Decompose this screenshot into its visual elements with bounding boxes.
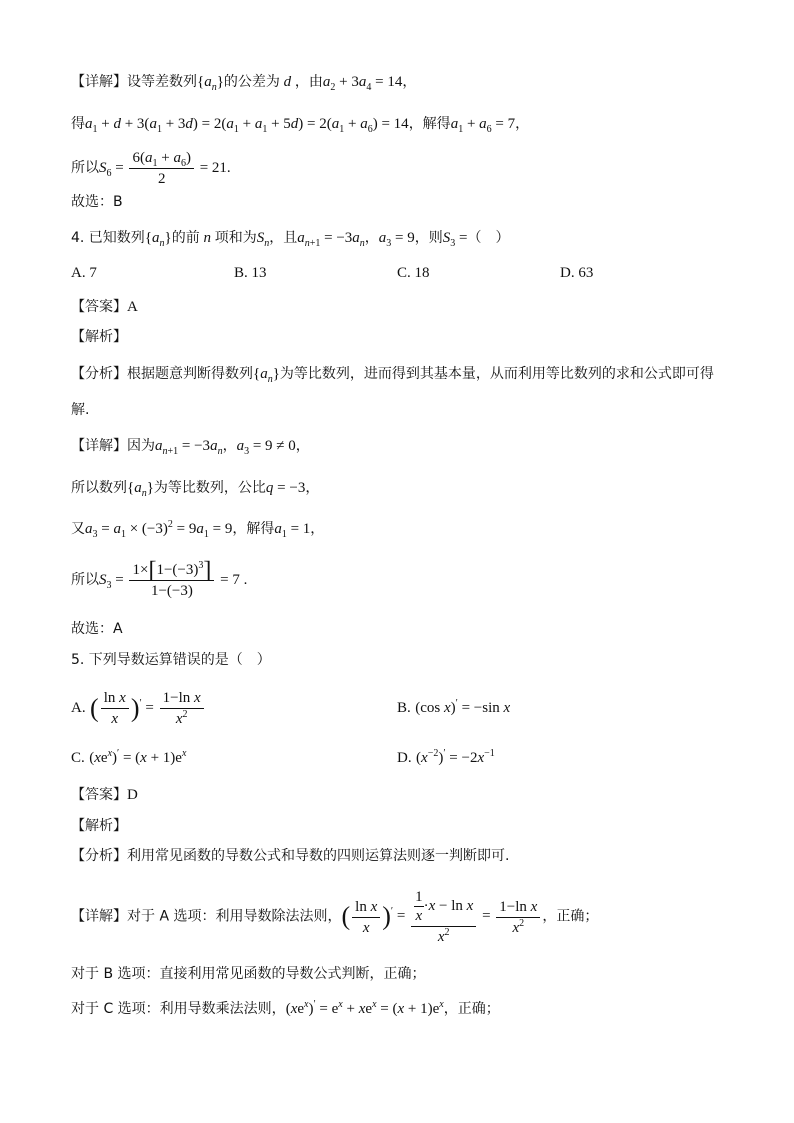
q3-choose: 故选：B: [71, 194, 123, 210]
math-seq-an: $\{a_n\}$: [197, 74, 224, 93]
q3-detail-line-2: 得$a_1 + d + 3(a_1 + 3d) = 2(a_1 + a_1 + 5d) = 2(a_1 + a_6) = 14$，解得$a_1 + a_6 = 7$，: [71, 116, 530, 135]
q4-option-a: A. 7: [71, 265, 97, 281]
q4-analysis-line-2: 解.: [71, 402, 90, 418]
q5-analysis-tag: 【解析】: [71, 818, 127, 834]
math-expansion: $a_1 + d + 3(a_1 + 3d) = 2(a_1 + a_1 + 5d) = 2(a_1 + a_6) = 14$: [85, 116, 409, 135]
q5-option-a: A. ( $\frac{\text{ln x}}{x}$ )′ = $\frac{\text{1−ln x}}{x^2}$: [71, 688, 206, 729]
math-condition: $a_2 + 3a_4 = 14$: [322, 74, 403, 93]
q5-detail-c: 对于 C 选项：利用导数乘法法则，$(xe^x)' = e^x + xe^x = (x + 1)e^x$，正确；: [71, 999, 500, 1017]
q4-analysis-tag: 【解析】: [71, 329, 127, 345]
q5-detail-b: 对于 B 选项：直接利用常见函数的导数公式判断，正确；: [71, 966, 426, 982]
q4-detail-line-1: 【详解】因为$a_{n+1} = -3a_n$，$a_3 = 9 \ne 0$，: [71, 438, 310, 457]
math-s6: $S_6$ = $\frac{6(a_1 + a_6)}{2}$ = 21.: [99, 150, 231, 188]
q4-option-d: D. 63: [560, 265, 594, 281]
q5-option-b: B. (cos x)′ = −sin x: [397, 698, 511, 716]
q4-option-b: B. 13: [234, 265, 267, 281]
q4-analysis-line-1: 【分析】根据题意判断得数列$\{a_n\}$为等比数列，进而得到其基本量，从而利用等比数列的求和公式即可得: [71, 366, 714, 385]
q5-option-d: D. $(x^{-2})' = -2x^{-1}$: [397, 748, 495, 766]
detail-tag: 【详解】: [71, 74, 127, 90]
q4-option-c: C. 18: [397, 265, 430, 281]
q3-detail-line-3: 所以$S_6$ = $\frac{6(a_1 + a_6)}{2}$ = 21.: [71, 150, 231, 188]
q3-detail-line-1: 【详解】设等差数列$\{a_n\}$的公差为 d ，由$a_2 + 3a_4 = 14$，: [71, 74, 417, 93]
q4-detail-line-4: 所以$S_3$ = $\frac{1\times[1-(-3)^3]}{1-(-3)}$ = 7 .: [71, 557, 248, 600]
q5-analysis-line: 【分析】利用常见函数的导数公式和导数的四则运算法则逐一判断即可.: [71, 848, 510, 864]
q4-stem: 4. 已知数列$\{a_n\}$的前 n 项和为$S_n$，且$a_{n+1} = -3a_n$，$a_3 = 9$，则$S_3$ =（ ）: [71, 230, 510, 249]
q5-stem: 5. 下列导数运算错误的是（ ）: [71, 652, 271, 668]
q4-detail-line-2: 所以数列$\{a_n\}$为等比数列，公比q = −3，: [71, 480, 320, 499]
q4-choose: 故选：A: [71, 621, 123, 637]
q5-detail-a: 【详解】对于 A 选项：利用导数除法法则，( $\frac{\text{ln x}}{x}$ )′ = $\frac{1}{x}$ ·x − ln x $x^2$ = $\frac{\text{1−ln x}}{x^2}$ ，正确；: [71, 889, 599, 945]
q4-detail-line-3: 又$a_3 = a_1 \times (-3)^2 = 9a_1 = 9$，解得$a_1 = 1$，: [71, 519, 325, 540]
q5-answer: 【答案】D: [71, 787, 138, 803]
q4-answer: 【答案】A: [71, 299, 138, 315]
math-result: $a_1 + a_6 = 7$: [450, 116, 516, 135]
q5-option-c: C. $(xe^x)' = (x + 1)e^x$: [71, 748, 187, 766]
